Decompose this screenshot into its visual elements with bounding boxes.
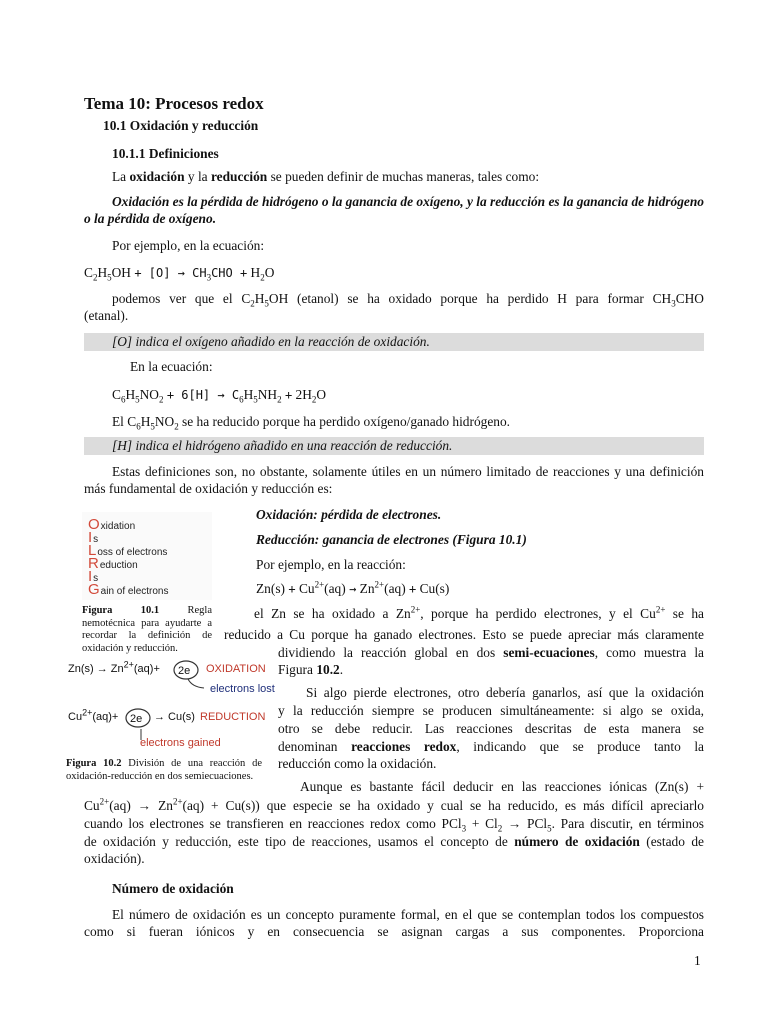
aunque-line5: oxidación). — [84, 851, 145, 866]
reduction-half-equation: $Cu^{2+}(aq)+$ — [68, 707, 119, 723]
electrons-gained-label: electrons gained — [140, 737, 221, 749]
aunque-line3: cuando los electrones se transfieren en reacciones redox como $PCl_3 + Cl_2 \to PCl_5$. Para discutir, en términos — [84, 816, 705, 834]
equation-nitrobenzene: $C_6H_5NO_2 + 6[H] \to C_6H_5NH_2 + 2H_2O$ — [112, 387, 327, 405]
reduction-definition: Reducción: ganancia de electrones (Figura 10.1) — [256, 532, 527, 547]
figure-oilrig-mnemonic — [82, 512, 212, 600]
simultaneous-line5: reducción como la oxidación. — [278, 756, 437, 771]
aunque-line2: $Cu^{2+}(aq) \to Zn^{2+}(aq) + Cu(s)$) que especie se ha oxidado y cual se ha reducido, es más difícil apreciarlo — [84, 796, 704, 813]
mnemonic-row: Gain of electrons — [88, 581, 169, 598]
mnemonic-row: Reduction — [88, 555, 138, 572]
mnemonic-row: Is — [88, 529, 99, 546]
intro-paragraph: La oxidación y la reducción se pueden definir de muchas maneras, tales como: — [112, 169, 540, 184]
aunque-line4: de oxidación y reducción, este tipo de reacciones, usamos el concepto de número de oxidación (estado de — [84, 834, 704, 849]
reduction-label: REDUCTION — [200, 711, 266, 723]
arrow-electrons-lost — [186, 677, 208, 691]
mnemonic-row: Is — [88, 568, 99, 585]
reduction-product: → Cu(s) — [154, 711, 195, 723]
reaction-example-intro: Por ejemplo, en la reacción: — [256, 557, 406, 572]
mnemonic-row: Oxidation — [88, 516, 136, 533]
electrons-lost-label: electrons lost — [210, 683, 275, 695]
figure-half-equations — [66, 657, 275, 753]
zinc-paragraph-line2: reducido a Cu porque ha ganado electrones. Esto se puede apreciar más claramente — [224, 627, 704, 642]
definitions-paragraph: Estas definiciones son, no obstante, solamente útiles en un número limitado de reacciones y una definición más fundamental de oxidación y reducción es: — [84, 464, 704, 496]
aunque-line1: Aunque es bastante fácil deducir en las reacciones iónicas (Zn(s) + — [300, 779, 704, 794]
svg-text:2e: 2e — [178, 665, 191, 677]
figure-10-2-caption: Figura 10.2 División de una reacción de oxidación-reducción en dos semiecuaciones. — [66, 758, 262, 782]
equation-ethanol: $C_2H_5OH + [O] \to CH_3CHO + H_2O$ — [84, 265, 275, 283]
nitrobenzene-reduced: El $C_6H_5NO_2$ se ha reducido porque ha perdido oxígeno/ganado hidrógeno. — [112, 414, 511, 432]
oxidation-label: OXIDATION — [206, 663, 266, 675]
definition-hydrogen-oxygen: Oxidación es la pérdida de hidrógeno o la ganancia de oxígeno, y la reducción es la ganancia de hidrógeno o la pérdida de oxígeno. — [84, 194, 704, 226]
ethanol-paragraph-line1: podemos ver que el $C_2H_5OH$ (etanol) se ha oxidado porque ha perdido H para formar $CH_3CHO$ — [112, 291, 704, 309]
svg-text:2e: 2e — [130, 713, 143, 725]
en-la-ecuacion: En la ecuación: — [130, 359, 213, 374]
zinc-paragraph-line1: el Zn se ha oxidado a $Zn^{2+}$, porque ha perdido electrones, y el $Cu^{2+}$ se ha — [254, 604, 704, 621]
simultaneous-line1: Si algo pierde electrones, otro debería ganarlos, así que la oxidación — [306, 685, 704, 700]
ethanol-paragraph-line2: (etanal). — [84, 308, 129, 323]
note-hydrogen-added: [H] indica el hidrógeno añadido en una reacción de reducción. — [84, 437, 704, 455]
page-heading: Tema 10: Procesos redox — [84, 94, 264, 113]
oxidation-definition: Oxidación: pérdida de electrones. — [256, 507, 442, 522]
simultaneous-line3: otro se debe reducir. Las reacciones descritas de esta manera se — [278, 721, 704, 736]
zinc-paragraph-line4: Figura 10.2. — [278, 662, 344, 677]
example-intro: Por ejemplo, en la ecuación: — [112, 238, 265, 253]
simultaneous-line4: denominan reacciones redox, indicando que se produce tanto la — [278, 739, 704, 754]
numero-oxidacion-paragraph: El número de oxidación es un concepto puramente formal, en el que se contemplan todos los compuestos como si fueran iónicos y en consecuencia se asignan cargas a sus componentes. Proporciona — [84, 907, 704, 939]
figure-10-1-caption: Figura 10.1 Regla nemotécnica para ayudarte a recordar la definición de oxidación y reducción. — [82, 605, 212, 654]
zinc-paragraph-line3: dividiendo la reacción global en dos semi-ecuaciones, como muestra la — [278, 645, 704, 660]
electron-circle-bottom — [124, 707, 152, 729]
page-number: 1 — [694, 953, 701, 968]
simultaneous-line2: y la reducción siempre se producen simultáneamente: si algo se oxida, — [278, 703, 704, 718]
mnemonic-row: Loss of electrons — [88, 542, 168, 559]
note-oxygen-added: [O] indica el oxígeno añadido en la reacción de oxidación. — [84, 333, 704, 351]
section-title: 10.1 Oxidación y reducción — [103, 118, 259, 133]
subsection-title: 10.1.1 Definiciones — [112, 146, 219, 161]
numero-oxidacion-heading: Número de oxidación — [112, 881, 234, 896]
equation-zinc-copper: $Zn(s) + Cu^{2+}(aq) \to Zn^{2+}(aq) + Cu(s)$ — [256, 579, 450, 596]
oxidation-half-equation: $Zn(s) \to Zn^{2+}(aq)+$ — [68, 659, 160, 675]
